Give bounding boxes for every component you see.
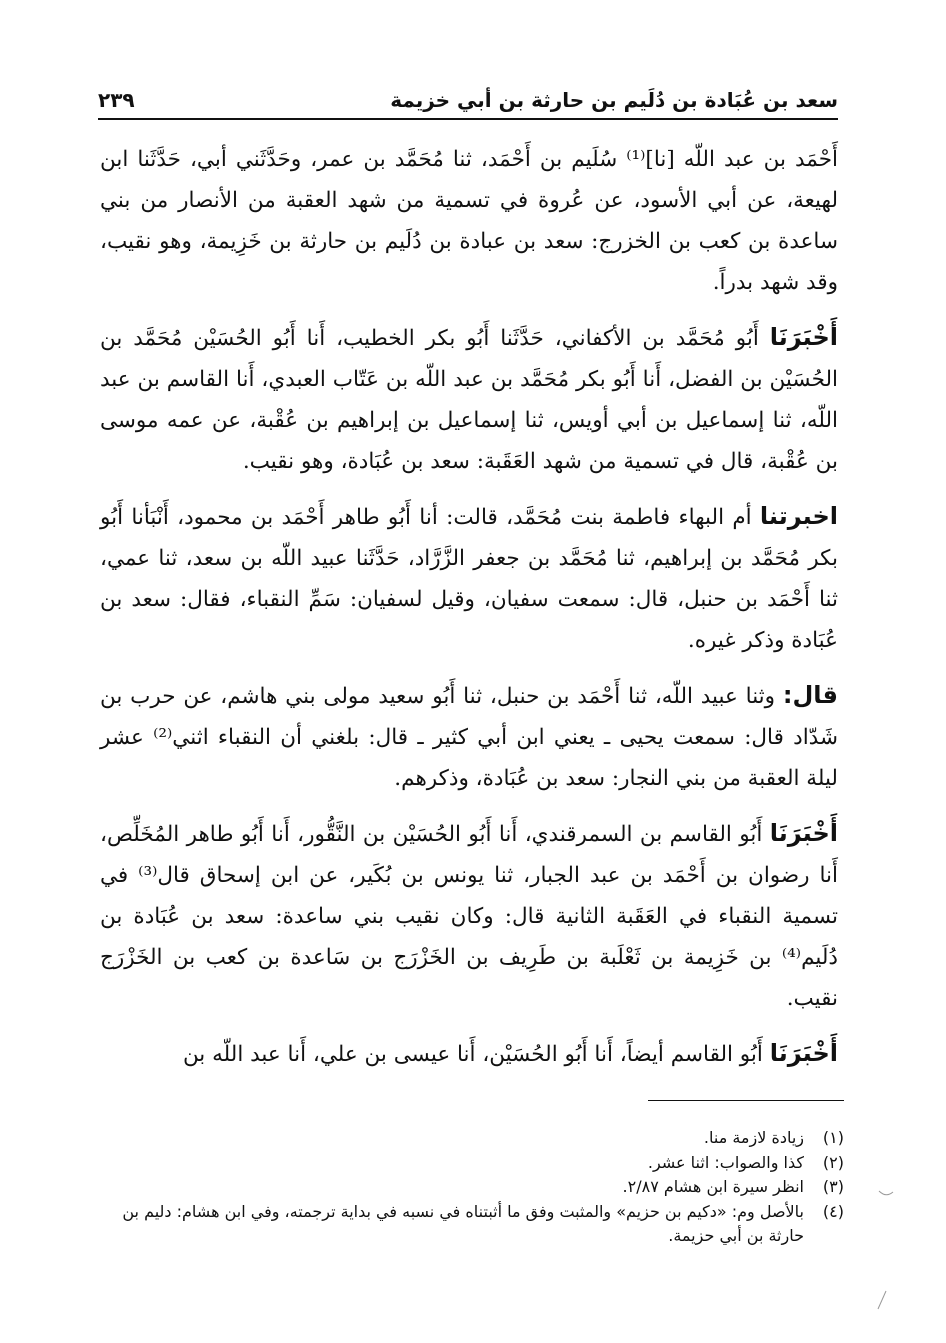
paragraph-text: أَبُو القاسم أيضاً، أَنا أَبُو الحُسَيْن، أَنا عيسى بن علي، أَنا عبد اللّه بن	[182, 1042, 770, 1067]
page-header	[98, 72, 838, 120]
footnote-text: زيادة لازمة منا.	[703, 1128, 804, 1147]
paragraph-text: أم البهاء فاطمة بنت مُحَمَّد، قالت: أنا أَبُو طاهر أَحْمَد بن محمود، أَنْبَأنا أَبُو بكر مُحَمَّد بن إبراهيم، ثنا مُحَمَّد بن جعفر الزَّرَّاد، حَدَّثَنا عبيد اللّه بن سعد، ثنا عمي، ثنا أَحْمَد بن حنبل، قال: سمعت سفيان، وقيل لسفيان: سَمِّ النقباء، فقال: سعد بن عُبَادة وذكر غيره.	[100, 505, 838, 653]
footnote-number: (١)	[822, 1128, 844, 1147]
paragraph-6	[100, 1033, 838, 1075]
page-number: ٢٣٩	[98, 88, 135, 112]
paragraph-text: أَبُو القاسم بن السمرقندي، أَنا أَبُو الحُسَيْن بن النَّقُّور، أَنا أَبُو طاهر المُخَلِّص، أَنا رضوان بن أَحْمَد بن عبد الجبار، ثنا يونس بن بُكَير، عن ابن إسحاق قال⁽³⁾ في تسمية النقباء في العَقَبة الثانية قال: وكان نقيب بني ساعدة: سعد بن عُبَادة بن دُلَيم⁽⁴⁾ بن خَزِيمة بن ثَعْلَبة بن طَرِيف بن الخَزْرَج بن سَاعدة بن كعب بن الخَزْرَج نقيب.	[100, 822, 839, 1011]
footnote-4	[96, 1200, 844, 1249]
footnote-number: (٢)	[822, 1152, 844, 1172]
footnote-text: انظر سيرة ابن هشام ٢/٨٧.	[622, 1177, 804, 1196]
footnote-2	[96, 1151, 844, 1176]
footnote-text: بالأصل وم: «دكيم بن حزيم» والمثبت وفق ما أثبتناه في نسبه في بداية ترجمته، وفي ابن هشام: دليم بن حارثة بن أبي حزيمة.	[122, 1201, 804, 1245]
paragraph-lead: قال:	[782, 681, 838, 709]
footnote-3	[96, 1175, 844, 1200]
footnote-text: كذا والصواب: اثنا عشر.	[647, 1152, 804, 1172]
paragraph-lead: أَخْبَرَنَا	[769, 819, 838, 847]
paragraph-4	[100, 675, 838, 799]
running-title: سعد بن عُبَادة بن دُلَيم بن حارثة بن أبي خزيمة	[390, 88, 838, 112]
pencil-mark-icon	[878, 1190, 894, 1198]
paragraph-text: أَحْمَد بن عبد اللّه [نا]⁽¹⁾ سُلَيم بن أَحْمَد، ثنا مُحَمَّد بن عمر، وحَدَّثَني أبي، حَدَّثَنا ابن لهيعة، عن أبي الأسود، عن عُروة في تسمية من شهد العقبة من الأنصار من بني ساعدة بن كعب بن الخزرج: سعد بن عبادة بن دُلَيم بن حارثة بن خَزِيمة، وهو نقيب، وقد شهد بدراً.	[100, 147, 838, 295]
footnote-1	[96, 1126, 844, 1151]
paragraph-lead: أَخْبَرَنَا	[769, 1039, 838, 1067]
paragraph-text: أَبُو مُحَمَّد بن الأكفاني، حَدَّثَنا أَبُو بكر الخطيب، أَنا أَبُو الحُسَيْن مُحَمَّد بن الحُسَيْن بن الفضل، أَنا أَبُو بكر مُحَمَّد بن عبد اللّه بن عَتّاب العبدي، أَنا القاسم بن عبد اللّه، ثنا إسماعيل بن أبي أويس، ثنا إسماعيل بن إبراهيم بن عُقْبة، عن عمه موسى بن عُقْبة، قال في تسمية من شهد العَقَبة: سعد بن عُبَادة، وهو نقيب.	[100, 326, 838, 474]
paragraph-lead: اخبرتنا	[759, 502, 838, 530]
body-text	[100, 138, 838, 1089]
paragraph-2	[100, 317, 838, 482]
footnote-divider	[648, 1100, 844, 1101]
footnotes	[96, 1126, 844, 1249]
paragraph-3	[100, 496, 838, 661]
footnote-number: (٤)	[822, 1201, 844, 1221]
paragraph-text: وثنا عبيد اللّه، ثنا أَحْمَد بن حنبل، ثنا أَبُو سعيد مولى بني هاشم، عن حرب بن شَدّاد قال: سمعت يحيى ـ يعني ابن أبي كثير ـ قال: بلغني أن النقباء اثني⁽²⁾ عشر ليلة العقبة من بني النجار: سعد بن عُبَادة، وذكرهم.	[100, 684, 838, 791]
paragraph-5	[100, 813, 838, 1019]
footnote-number: (٣)	[822, 1177, 844, 1196]
paragraph-lead: أَخْبَرَنَا	[769, 323, 838, 351]
pencil-mark-icon	[876, 1290, 888, 1310]
paragraph-1	[100, 138, 838, 303]
